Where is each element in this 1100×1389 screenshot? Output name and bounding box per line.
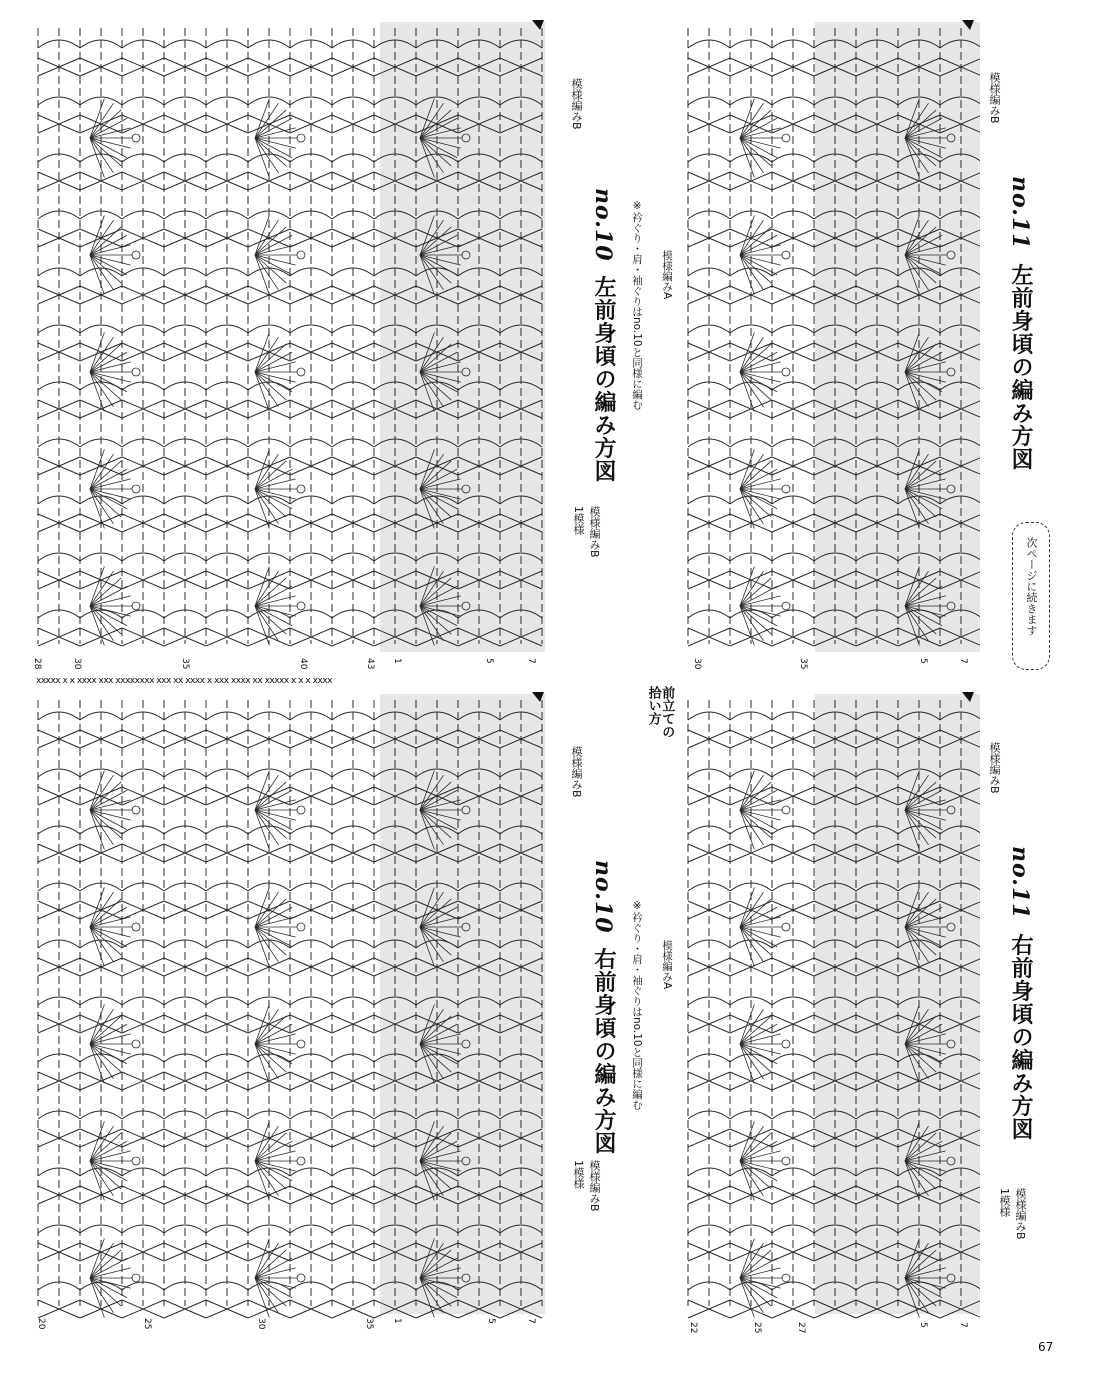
chart-panel-no10-left [30, 18, 616, 670]
row-number: 30 [72, 658, 82, 670]
chart-panel-no11-left [680, 18, 980, 668]
panel-title [588, 860, 619, 1155]
continued-text: 次ページに続きます [1025, 537, 1038, 636]
pattern-b-label: 模様編みB [570, 746, 583, 798]
pickup-line2: 拾い方 [645, 686, 661, 725]
title-number: no.11 [1007, 846, 1033, 920]
row-number: 7 [526, 1318, 536, 1324]
panel-title-no11-left [1005, 176, 1036, 471]
row-number: 7 [958, 658, 968, 664]
note-text: ※衿ぐり・肩・袖ぐりはno.10と同様に編む [631, 200, 643, 410]
row-number: 35 [798, 658, 808, 670]
row-number: 25 [142, 1318, 152, 1330]
row-number: 35 [364, 1318, 374, 1330]
row-number: 30 [692, 658, 702, 670]
row-number: 43 [365, 658, 375, 670]
crochet-chart-no10-left [30, 18, 550, 668]
note-text: ※衿ぐり・肩・袖ぐりはno.10と同様に編む [631, 900, 643, 1110]
title-number: no.11 [1007, 176, 1033, 250]
pattern-b-label: 模様編みB [988, 742, 1001, 794]
row-number: 20 [36, 1318, 46, 1330]
title-text: 左前身頃の編み方図 [591, 275, 616, 483]
row-number: 40 [298, 658, 308, 670]
repeat-label-line2: 1模様 [572, 1160, 585, 1189]
crochet-chart-no10-right [30, 690, 550, 1330]
title-text: 左前身頃の編み方図 [1008, 263, 1033, 471]
row-number: 35 [180, 658, 190, 670]
repeat-label [570, 506, 602, 558]
row-number: 7 [958, 1322, 968, 1328]
repeat-label [570, 1160, 602, 1212]
row-number: 25 [752, 1322, 762, 1334]
row-number: 22 [688, 1322, 698, 1334]
row-number: 5 [918, 1322, 928, 1328]
row-number: 5 [918, 658, 928, 664]
pickup-line1: 前立ての [659, 686, 675, 738]
continued-banner [1012, 522, 1050, 670]
title-text: 右前身頃の編み方図 [591, 947, 616, 1155]
chart-panel-no10-right [30, 690, 616, 1330]
row-number: 28 [32, 658, 42, 670]
crochet-chart-no11-right [680, 690, 980, 1330]
row-number: 7 [526, 658, 536, 664]
row-number: 1 [392, 658, 402, 664]
pickup-stitch-row: xxxxx x x xxxx xxx xxxxxxxx xxx xx xxxx x xxx xxxx xx xxxxx x x x xxxx [36, 676, 332, 686]
row-number: 1 [392, 1318, 402, 1324]
title-number: no.10 [590, 188, 616, 262]
crochet-chart-no11-left [680, 18, 980, 668]
pattern-b-label: 模様編みB [988, 72, 1001, 124]
pattern-b-label: 模様編みB [570, 78, 583, 130]
pattern-a-label: 模様編みA [661, 940, 673, 990]
repeat-label-line1: 模様編みB [588, 1160, 601, 1212]
chart-panel-no11-right [680, 690, 980, 1330]
pickup-label [646, 686, 673, 738]
page-number: 67 [1038, 1340, 1054, 1354]
row-number: 27 [796, 1322, 806, 1334]
title-text: 右前身頃の編み方図 [1008, 933, 1033, 1141]
repeat-label-line1: 模様編みB [1014, 1188, 1027, 1240]
pattern-a-label: 模様編みA [661, 250, 673, 300]
panel-title-no11-right [1005, 846, 1036, 1141]
row-number: 30 [256, 1318, 266, 1330]
panel-title [588, 188, 619, 483]
repeat-label-line1: 模様編みB [588, 506, 601, 558]
title-number: no.10 [590, 860, 616, 934]
repeat-label [996, 1188, 1028, 1240]
row-number: 5 [486, 1318, 496, 1324]
repeat-label-line2: 1模様 [998, 1188, 1011, 1217]
row-number: 5 [484, 658, 494, 664]
repeat-label-line2: 1模様 [572, 506, 585, 535]
